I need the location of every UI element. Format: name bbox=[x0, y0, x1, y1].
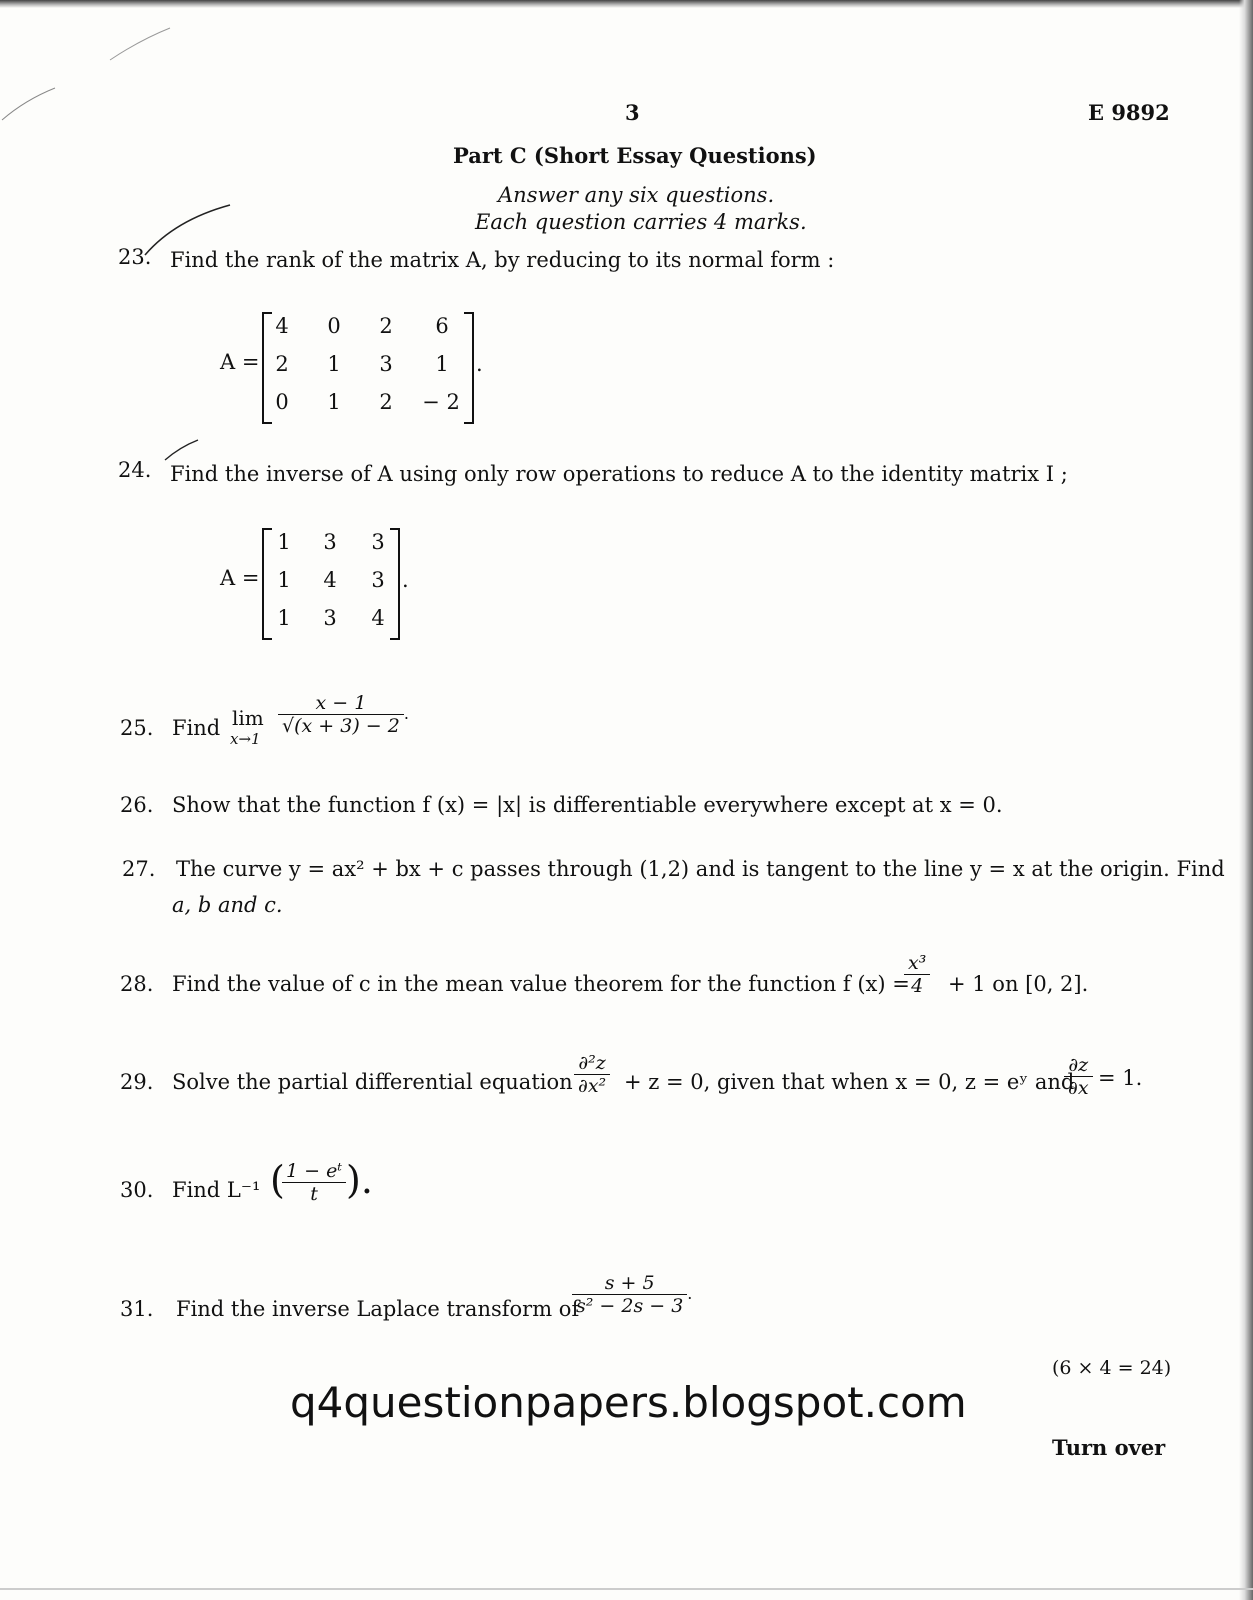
matrix-cell: 4 bbox=[275, 314, 289, 338]
matrix-cell: − 2 bbox=[422, 390, 460, 414]
q24-number: 24. bbox=[118, 458, 152, 482]
q28-text: Find the value of c in the mean value theorem for the function f (x) = bbox=[172, 972, 910, 996]
q28-numerator: x³ bbox=[904, 952, 930, 975]
q25-lim: lim bbox=[232, 706, 264, 730]
q30-denominator: t bbox=[310, 1183, 318, 1205]
q30-fraction bbox=[282, 1160, 346, 1205]
q27-text: The curve y = ax² + bx + c passes through (1,2) and is tangent to the line y = x at the origin. Find bbox=[176, 857, 1225, 881]
q24-text: Find the inverse of A using only row operations to reduce A to the identity matrix I ; bbox=[170, 462, 1068, 486]
instruction-2: Each question carries 4 marks. bbox=[475, 210, 807, 234]
q31-text: Find the inverse Laplace transform of bbox=[176, 1297, 580, 1321]
q28-denominator: 4 bbox=[911, 975, 924, 997]
q23-number: 23. bbox=[118, 245, 152, 269]
q25-lim-sub: x→1 bbox=[230, 730, 261, 748]
matrix-cell: 3 bbox=[323, 530, 337, 554]
q31-numerator: s + 5 bbox=[572, 1272, 687, 1295]
q30-paren-right: ). bbox=[346, 1158, 373, 1202]
q28-tail: + 1 on [0, 2]. bbox=[948, 972, 1089, 996]
q29-text: Solve the partial differential equation bbox=[172, 1070, 573, 1094]
q23-text: Find the rank of the matrix A, by reducing to its normal form : bbox=[170, 248, 835, 272]
q28-number: 28. bbox=[120, 972, 154, 996]
paper-code: E 9892 bbox=[1088, 100, 1170, 125]
matrix-cell: 3 bbox=[371, 568, 385, 592]
matrix-cell: 2 bbox=[275, 352, 289, 376]
q30-numerator: 1 − eᵗ bbox=[282, 1160, 346, 1183]
page-number: 3 bbox=[625, 100, 640, 125]
matrix-cell: 2 bbox=[379, 390, 393, 414]
matrix-cell: 2 bbox=[379, 314, 393, 338]
q24-matrix-label: A = bbox=[220, 566, 260, 590]
q29-fraction bbox=[574, 1052, 610, 1097]
matrix-cell: 1 bbox=[327, 352, 341, 376]
marks-total: (6 × 4 = 24) bbox=[1052, 1357, 1172, 1379]
q23-matrix bbox=[262, 312, 474, 424]
q29-numerator-2: ∂z bbox=[1064, 1054, 1093, 1077]
q29-denominator-2: ∂x bbox=[1068, 1077, 1089, 1099]
matrix-cell: 1 bbox=[277, 530, 291, 554]
q29-number: 29. bbox=[120, 1070, 154, 1094]
matrix-cell: 3 bbox=[371, 530, 385, 554]
watermark: q4questionpapers.blogspot.com bbox=[290, 1378, 967, 1427]
q29-denominator: ∂x² bbox=[578, 1075, 607, 1097]
q23-matrix-label: A = bbox=[220, 350, 260, 374]
q24-period: . bbox=[402, 568, 409, 592]
q26-text: Show that the function f (x) = |x| is differentiable everywhere except at x = 0. bbox=[172, 793, 1003, 817]
q27-text-2: a, b and c. bbox=[172, 893, 283, 917]
q24-matrix bbox=[262, 528, 400, 640]
q26-number: 26. bbox=[120, 793, 154, 817]
matrix-cell: 3 bbox=[379, 352, 393, 376]
matrix-cell: 1 bbox=[277, 568, 291, 592]
q25-number: 25. bbox=[120, 716, 154, 740]
q30-paren-left: ( bbox=[270, 1158, 285, 1202]
q29-numerator: ∂²z bbox=[574, 1052, 610, 1075]
q30-text: Find L⁻¹ bbox=[172, 1178, 261, 1202]
q29-mid: + z = 0, given that when x = 0, z = eʸ and bbox=[624, 1070, 1075, 1094]
matrix-cell: 4 bbox=[323, 568, 337, 592]
scan-edge-bottom bbox=[0, 1588, 1253, 1590]
q25-text: Find bbox=[172, 716, 221, 740]
q28-fraction bbox=[904, 952, 930, 997]
matrix-cell: 1 bbox=[327, 390, 341, 414]
q23-period: . bbox=[476, 352, 483, 376]
matrix-cell: 6 bbox=[435, 314, 449, 338]
q27-number: 27. bbox=[122, 857, 156, 881]
matrix-cell: 1 bbox=[277, 606, 291, 630]
q31-denominator: s² − 2s − 3 bbox=[576, 1295, 684, 1317]
matrix-cell: 0 bbox=[275, 390, 289, 414]
q29-fraction-2 bbox=[1064, 1054, 1093, 1099]
q25-denominator: √(x + 3) − 2 bbox=[282, 715, 400, 737]
matrix-cell: 4 bbox=[371, 606, 385, 630]
q30-number: 30. bbox=[120, 1178, 154, 1202]
part-title: Part C (Short Essay Questions) bbox=[453, 143, 817, 168]
matrix-cell: 0 bbox=[327, 314, 341, 338]
q31-fraction: $\frac{s + 5}{\text{s² − 2s − 3}}$ . bbox=[572, 1272, 692, 1317]
instruction-1: Answer any six questions. bbox=[498, 183, 775, 207]
matrix-cell: 3 bbox=[323, 606, 337, 630]
turn-over: Turn over bbox=[1052, 1435, 1166, 1460]
q29-tail: = 1. bbox=[1098, 1066, 1143, 1090]
matrix-cell: 1 bbox=[435, 352, 449, 376]
q31-number: 31. bbox=[120, 1297, 154, 1321]
q25-numerator: x − 1 bbox=[278, 692, 404, 715]
q25-fraction: $\frac{x - 1}{√(x + 3) - 2}$ . bbox=[278, 692, 409, 737]
